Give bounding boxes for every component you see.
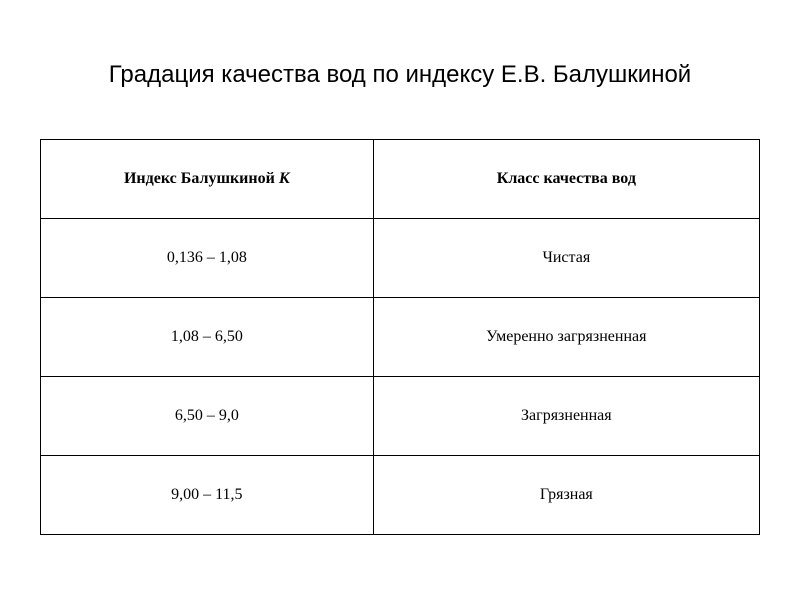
header-index-symbol: К <box>278 170 290 187</box>
table-row <box>41 219 760 298</box>
cell-index-range: 1,08 – 6,50 <box>41 298 374 377</box>
cell-quality-class: Чистая <box>373 219 759 298</box>
cell-quality-class: Загрязненная <box>373 377 759 456</box>
cell-quality-class: Грязная <box>373 456 759 535</box>
quality-table <box>40 139 760 535</box>
cell-quality-class: Умеренно загрязненная <box>373 298 759 377</box>
table-header-row <box>41 140 760 219</box>
cell-index-range: 9,00 – 11,5 <box>41 456 374 535</box>
cell-index-range: 0,136 – 1,08 <box>41 219 374 298</box>
header-quality-class: Класс качества вод <box>373 140 759 219</box>
header-index <box>41 140 374 219</box>
table-row <box>41 377 760 456</box>
slide-title: Градация качества вод по индексу Е.В. Балушкиной <box>108 61 692 88</box>
table-row <box>41 456 760 535</box>
cell-index-range: 6,50 – 9,0 <box>41 377 374 456</box>
table-row <box>41 298 760 377</box>
header-index-label: Индекс Балушкиной <box>123 170 279 187</box>
